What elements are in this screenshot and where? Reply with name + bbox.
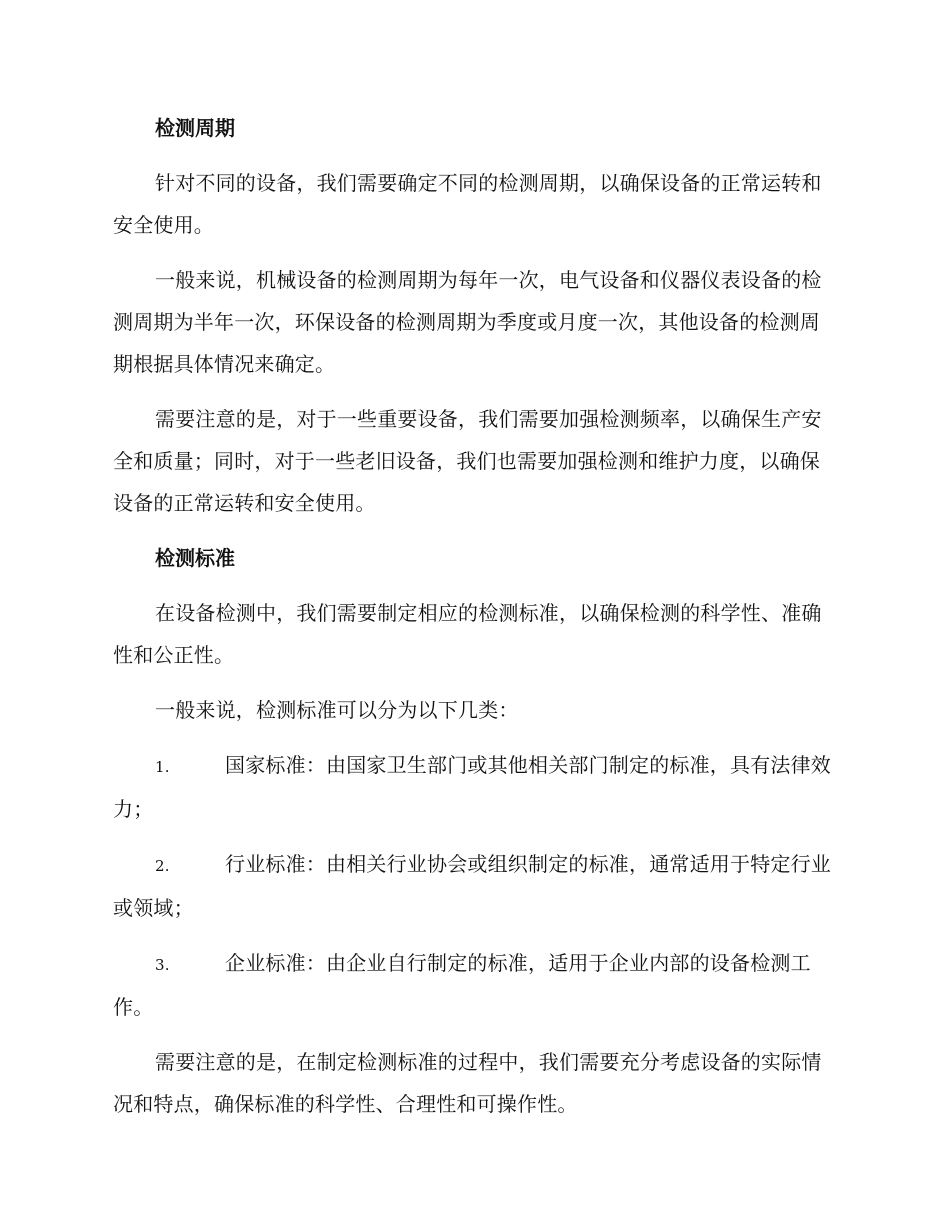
list-item-text: 行业标准：由相关行业协会或组织制定的标准，通常适用于特定行业或领域；	[113, 852, 831, 920]
list-item	[113, 942, 833, 1028]
paragraph: 一般来说，检测标准可以分为以下几类：	[155, 698, 519, 722]
list-item	[113, 744, 833, 830]
list-item-text: 企业标准：由企业自行制定的标准，适用于企业内部的设备检测工作。	[113, 951, 811, 1019]
list-number: 1.	[155, 758, 170, 776]
closing-paragraph: 需要注意的是，在制定检测标准的过程中，我们需要充分考虑设备的实际情况和特点，确保标准的科学性、合理性和可操作性。	[113, 1050, 822, 1116]
section-heading-inspection-cycle: 检测周期	[155, 116, 235, 140]
list-item-text: 国家标准：由国家卫生部门或其他相关部门制定的标准，具有法律效力；	[113, 753, 831, 821]
document-body	[113, 107, 833, 1138]
paragraph: 针对不同的设备，我们需要确定不同的检测周期，以确保设备的正常运转和安全使用。	[113, 171, 822, 237]
paragraph: 在设备检测中，我们需要制定相应的检测标准，以确保检测的科学性、准确性和公正性。	[113, 601, 822, 667]
list-number: 3.	[155, 956, 170, 974]
paragraph: 一般来说，机械设备的检测周期为每年一次，电气设备和仪器仪表设备的检测周期为半年一次，环保设备的检测周期为季度或月度一次，其他设备的检测周期根据具体情况来确定。	[113, 268, 822, 376]
list-item	[113, 843, 833, 929]
section-heading-inspection-standards: 检测标准	[155, 546, 235, 570]
list-number: 2.	[155, 857, 170, 875]
paragraph: 需要注意的是，对于一些重要设备，我们需要加强检测频率，以确保生产安全和质量；同时，对于一些老旧设备，我们也需要加强检测和维护力度，以确保设备的正常运转和安全使用。	[113, 407, 822, 515]
